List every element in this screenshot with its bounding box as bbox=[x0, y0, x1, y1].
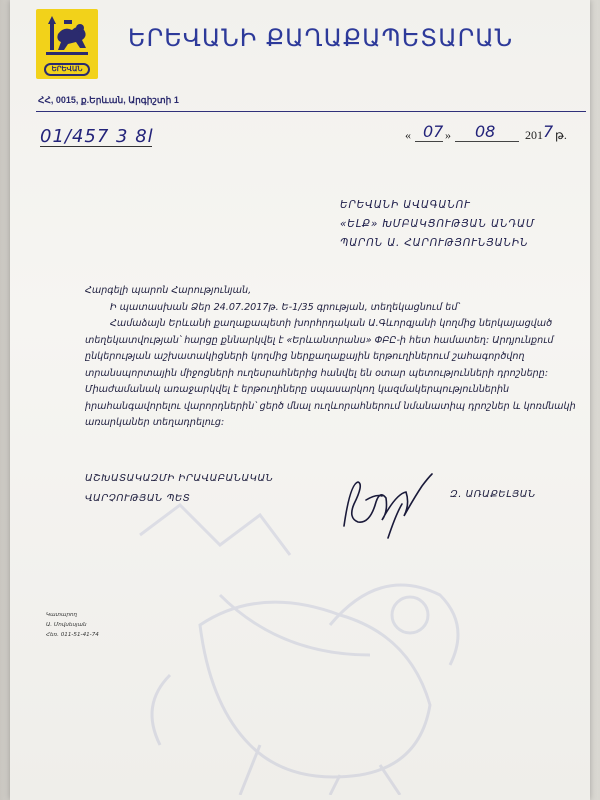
executor-label: Կատարող bbox=[46, 612, 78, 618]
letterhead-divider bbox=[36, 111, 586, 112]
addressee-line: ՊԱՐՈՆ Ա. ՀԱՐՈՒԹՅՈՒՆՅԱՆԻՆ bbox=[340, 237, 529, 249]
executor-phone: Հեռ. 011-51-41-74 bbox=[46, 632, 99, 638]
letterhead-address: ՀՀ, 0015, ք.Երևան, Արգիշտի 1 bbox=[38, 95, 179, 105]
addressee-block bbox=[340, 196, 535, 253]
executor-name: Ա. Մովսեսյան bbox=[46, 622, 87, 628]
body-line: իրահանգավորելու վարորդներին՝ ցերծ մնալ ուղևորահներում նմանատիպ դրոշներ և կոռմնակի bbox=[85, 400, 576, 412]
date-day: 07 bbox=[423, 122, 444, 141]
signatory-name: Զ. ԱՌԱՔԵԼՅԱՆ bbox=[450, 489, 536, 500]
date-year-suffix: 7 bbox=[543, 122, 554, 141]
signatory-title-line: ԱՇԽԱՏԱԿԱԶՄԻ ԻՐԱՎԱԲԱՆԱԿԱՆ bbox=[85, 473, 274, 484]
letter-body bbox=[85, 283, 576, 432]
addressee-line: «ԵԼՔ» ԽՄԲԱԿՑՈՒԹՅԱՆ ԱՆԴԱՄ bbox=[340, 218, 535, 230]
handwritten-signature bbox=[336, 464, 440, 542]
date-year-abbr: թ. bbox=[555, 128, 567, 142]
letterhead-title: ԵՐԵՎԱՆԻ ՔԱՂԱՔԱՊԵՏԱՐԱՆ bbox=[128, 24, 514, 52]
city-logo bbox=[36, 9, 98, 79]
date-close-quote: » bbox=[445, 128, 451, 142]
executor-note bbox=[46, 610, 99, 640]
greeting: Հարգելի պարոն Հարությունյան, bbox=[85, 285, 252, 296]
body-line: տեղեկատվության՝ հարցը քննարկվել է «Երևանտրանս» ՓԲԸ-ի հետ համատեղ: Արդյունքում bbox=[85, 334, 554, 346]
addressee-line: ԵՐԵՎԱՆԻ ԱՎԱԳԱՆՈՒ bbox=[340, 199, 471, 211]
lion-watermark-icon bbox=[80, 475, 520, 795]
signatory-title-line: ՎԱՐՉՈՒԹՅԱՆ ՊԵՏ bbox=[85, 493, 191, 504]
reference-number: 01/457 3 8l bbox=[40, 126, 154, 147]
body-line: ընկերության աշխատակիցների կողմից ներքաղաքային երթուղիներում շահագործվող bbox=[85, 351, 525, 362]
date-month: 08 bbox=[475, 122, 496, 141]
date-month-line bbox=[455, 141, 519, 142]
logo-label: ԵՐԵՎԱՆ bbox=[44, 63, 90, 76]
body-line: առարկաներ տեղադրելուց: bbox=[85, 417, 225, 428]
signatory-title bbox=[85, 469, 273, 509]
body-line: տրանսպորտային միջոցների ուղեսրահներից հանվել են օտար պետությունների դրոշները: bbox=[85, 367, 549, 379]
body-line: Ի պատասխան Ձեր 24.07.2017թ. Ե-1/35 գրության, տեղեկացնում եմ՝ bbox=[110, 301, 460, 313]
date-year-prefix: 201 bbox=[525, 128, 543, 142]
reference-underline bbox=[40, 146, 152, 147]
body-line: Միաժամանակ առաջարկվել է երթուղիները սպասարկող կազմակերպություններին bbox=[85, 384, 510, 395]
lion-emblem-icon bbox=[42, 14, 92, 60]
date-open-quote: « bbox=[405, 128, 411, 142]
date-day-line bbox=[415, 141, 443, 142]
body-line: Համաձայն Երևանի քաղաքապետի խորհրդական Ա.Գևորգյանի կողմից ներկայացված bbox=[110, 318, 553, 329]
